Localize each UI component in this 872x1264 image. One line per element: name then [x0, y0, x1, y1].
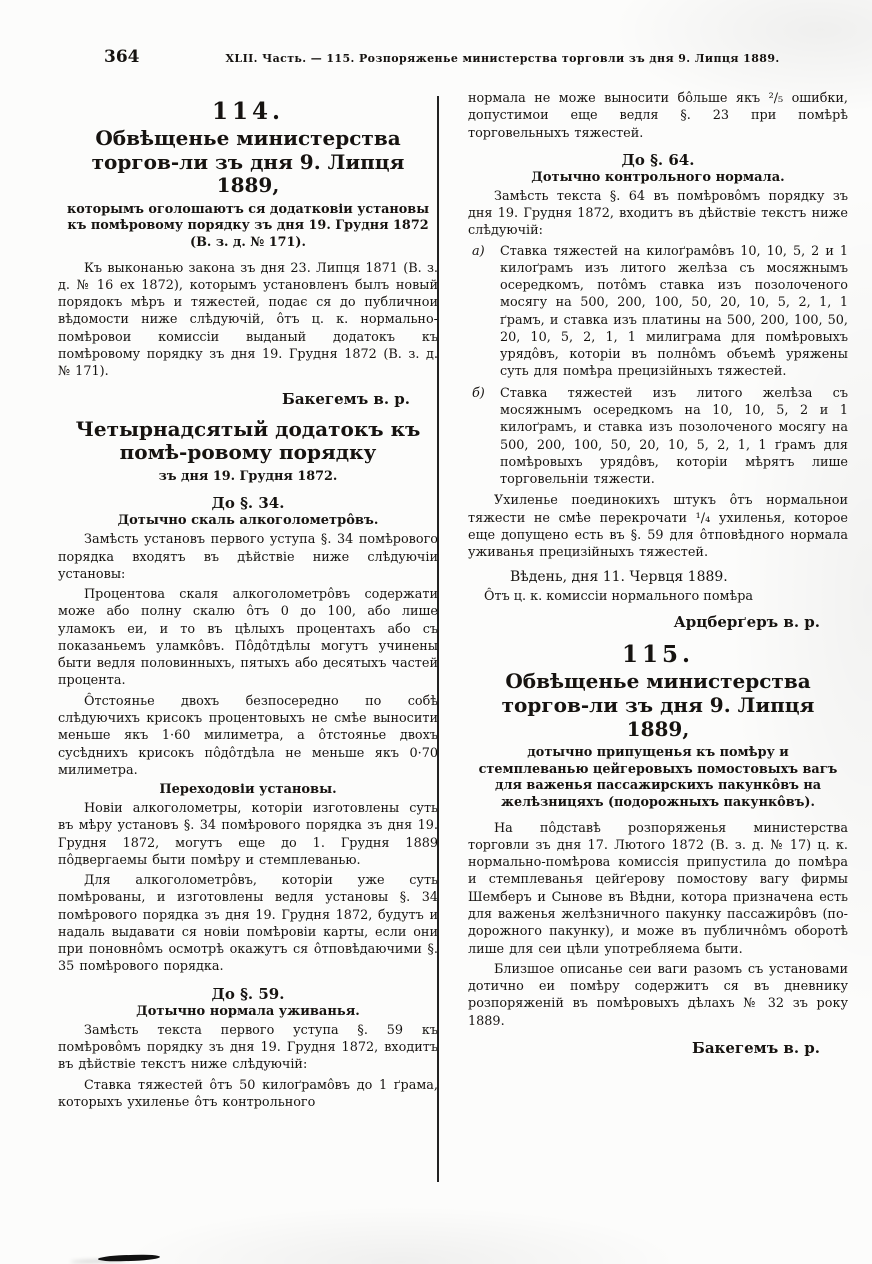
section-34-head: До §. 34. [211, 494, 285, 513]
section-59-intro: Замѣсть текста первого уступа §. 59 къ помѣровôмъ порядку зъ дня 19. Грудня 1872, входитъ въ дѣйствіе текстъ ниже слѣдуючій: [58, 1022, 438, 1073]
article-114-title: Обвѣщенье министерства торгов-ли зъ дня 9. Липця 1889, [91, 126, 405, 198]
section-64-subject: Дотычно контрольного нормала. [531, 169, 785, 185]
transitional-provisions-head: Переходовіи установы. [159, 782, 337, 798]
section-34-subject: Дотычно скаль алкоголометрôвъ. [117, 513, 379, 529]
section-59-head: До §. 59. [211, 984, 285, 1003]
article-115-paragraph-1: На пôдставѣ розпоряженья министерства торговли зъ дня 17. Лютого 1872 (В. з. д. № 17) ц. к. нормально-помѣрова комиссія припустила до помѣра и стемплеванья цейґерову помостову вагу фирмы Шемберъ и Сынове въ Вѣдни, котора призначена есть для важенья желѣзничного пакунку пассажирôвъ (подорожного пакунку), и може въ публичнôмъ оборотѣ лише для сеи цѣли употребляема быти. [468, 820, 848, 957]
page-header [104, 44, 832, 67]
appendix-subtitle: зъ дня 19. Грудня 1872. [158, 468, 338, 484]
left-column [58, 90, 438, 1114]
section-64-intro: Замѣсть текста §. 64 въ помѣровôмъ порядку зъ дня 19. Грудня 1872, входитъ въ дѣйствіе текстъ ниже слѣдуючій: [468, 188, 848, 239]
article-114-paragraph: Къ выконанью закона зъ дня 23. Липця 1871 (В. з. д. № 16 ех 1872), которымъ установленъ былъ новый порядокъ мѣръ и тяжестей, подає ся до публичнои вѣдомости ниже слѣдуючій, ôтъ ц. к. нормально-помѣровои комиссіи выданый додатокъ къ помѣровому порядку зъ дня 19. Грудня 1872 (В. з. д. № 171). [58, 260, 438, 380]
article-115-subtitle: дотычно припущенья къ помѣру и стемплеванью цейгеровыхъ помостовыхъ вагъ для важенья пассажирскихъ пакункôвъ на желѣзницяхъ (подорожныхъ пакункôвъ). [478, 745, 838, 811]
list-item-a: а) Ставка тяжестей на килоґрамôвъ 10, 10, 5, 2 и 1 килоґрамъ изъ литого желѣза съ мосяжнымъ осередкомъ, потôмъ ставка изъ позолоченого мосягу на 500, 200, 100, 50, 20, 10, 5, 2, 1, 1 ґрамъ, и ставка изъ платины на 500, 200, 100, 50, 20, 10, 5, 2, 1, 1 милиграма для помѣровыхъ урядôвъ, которіи въ полнôмъ объемѣ уряжены суть для помѣра прецизійныхъ тяжестей. [472, 243, 848, 380]
signature-arzberger: Арцберґеръ в. р. [673, 613, 820, 632]
issuing-authority-line: Ôтъ ц. к. комиссіи нормального помѣра [484, 589, 754, 605]
signature-bacquehem: Бакегемъ в. р. [282, 389, 410, 408]
section-59-paragraph-start: Ставка тяжестей ôтъ 50 килоґрамôвъ до 1 ґрама, которыхъ ухиленье ôтъ контрольного [58, 1077, 438, 1110]
transitional-paragraph-2: Для алкоголометрôвъ, которіи уже суть помѣрованы, и изготовлены ведля установы §. 34 помѣрового порядка зъ дня 19. Грудня 1872, будутъ и надаль выдавати ся новіи помѣровіи карты, если они при поновнôмъ осмотрѣ окажутъ ся ôтповѣдаючими §. 35 помѣрового порядка. [58, 873, 438, 975]
article-114-subtitle: которымъ оголошаютъ ся додатковіи установы къ помѣровому порядку зъ дня 19. Грудня 1872 (В. з. д. № 171). [66, 201, 430, 251]
right-column [468, 90, 848, 1114]
list-marker: а) [472, 243, 485, 259]
section-64-head: До §. 64. [621, 150, 695, 169]
page-body [58, 90, 848, 1114]
list-marker: б) [472, 385, 485, 401]
list-item-b: б) Ставка тяжестей изъ литого желѣза съ мосяжнымъ осередкомъ на 10, 10, 5, 2 и 1 килоґрамъ, и ставка изъ позолоченого мосягу на 500, 200, 100, 50, 20, 10, 5, 2, 1, 1 ґрамъ для помѣровыхъ урядôвъ, которіи мѣрятъ лише торговельніи тяжести. [472, 385, 848, 488]
section-59-subject: Дотычно нормала уживанья. [136, 1003, 360, 1019]
article-114-number: 114. [211, 98, 285, 125]
article-115-number: 115. [621, 641, 695, 669]
signature-bacquehem-2: Бакегемъ в. р. [692, 1038, 820, 1057]
article-115-title: Обвѣщенье министерства торгов-ли зъ дня 9. Липця 1889, [501, 669, 815, 741]
date-line: Вѣдень, дня 11. Червця 1889. [510, 569, 728, 586]
section-34-paragraph-1: Процентова скаля алкоголометрôвъ содержати може або полну скалю ôтъ 0 до 100, або лише уламокъ еи, и то въ цѣлыхъ процентахъ або съ показаньемъ уламкôвъ. Пôдôтдѣлы могутъ учинены быти ведля половинныхъ, пятыхъ або десятыхъ частей процента. [58, 587, 438, 689]
section-34-paragraph-2: Ôтстоянье двохъ безпосередно по собѣ слѣдуючихъ крисокъ процентовыхъ не смѣе выносити меньше якъ 1·60 милиметра, а ôтстоянье двохъ сусѣднихъ крисокъ пôдôтдѣла не меньше якъ 0·70 милиметра. [58, 693, 438, 778]
appendix-title: Четырнадсятый додатокъ къ помѣ-ровому порядку [75, 416, 421, 465]
section-59-paragraph-continued: нормала не може выносити бôльше якъ ²/₅ ошибки, допустимои еще ведля §. 23 при помѣрѣ торговельныхъ тяжестей. [468, 91, 848, 141]
scan-artifact-smudge [98, 1254, 160, 1262]
section-34-intro: Замѣсть установъ первого уступа §. 34 помѣрового порядка входятъ въ дѣйствіе ниже слѣдуючіи установы: [58, 532, 438, 582]
running-header: XLII. Часть. — 115. Розпоряженье министерства торговли зъ дня 9. Липця 1889. [225, 52, 780, 65]
deviation-paragraph: Ухиленье поединокихъ штукъ ôтъ нормальнои тяжести не смѣе перекрочати ¹/₄ ухиленья, которое еще допущено есть въ §. 59 для ôтповѣдного нормала уживанья прецизійныхъ тяжестей. [468, 493, 848, 561]
transitional-paragraph-1: Новіи алкоголометры, которіи изготовлены суть въ мѣру установъ §. 34 помѣрового порядка зъ дня 19. Грудня 1872, могутъ еще до 1. Грудня 1889 пôдвергаемы быти помѣру и стемплеванью. [58, 801, 438, 868]
article-115-paragraph-2: Близшое описанье сеи ваги разомъ съ установами дотично еи помѣру содержитъ ся въ дневнику розпоряженій въ помѣровыхъ дѣлахъ № 32 зъ року 1889. [468, 961, 848, 1029]
page-number: 364 [104, 47, 140, 67]
